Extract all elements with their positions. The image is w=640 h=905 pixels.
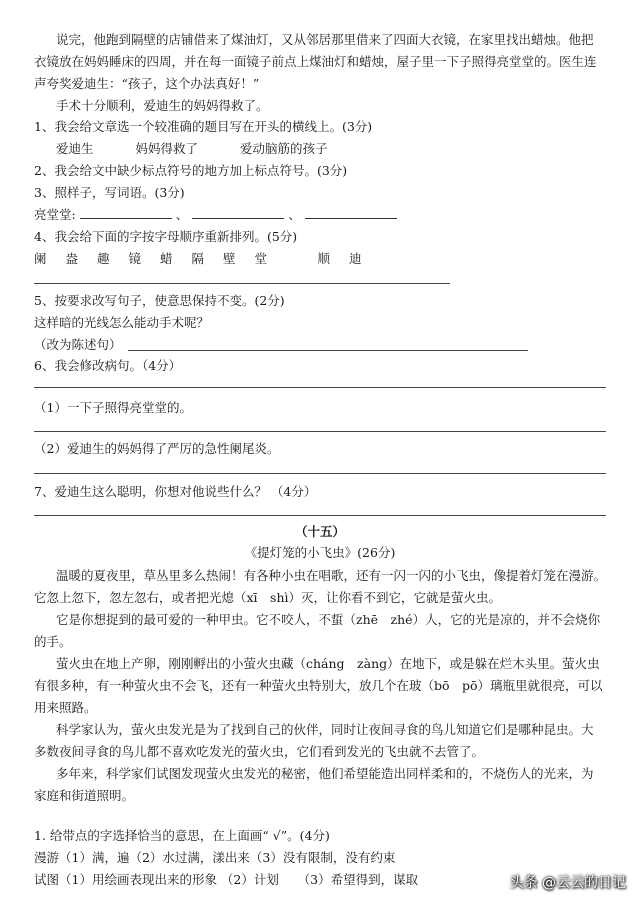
- question-5-instruction: （改为陈述句）: [34, 337, 122, 352]
- s15-p1-l2: 它忽上忽下，忽左忽右，或者把光熄（xī shì）灭，让你看不到它，它就是萤火虫。: [34, 590, 502, 605]
- s15-q1-line-1: 漫游（1）满，遍（2）水过满，漾出来（3）没有限制，没有约束: [34, 850, 396, 865]
- question-7: 7、爱迪生这么聪明，你想对他说些什么？ （4分）: [34, 484, 317, 499]
- char: 盎: [65, 251, 79, 266]
- question-5: 5、按要求改写句子，使意思保持不变。(2分): [34, 293, 285, 308]
- answer-line-q5[interactable]: [128, 350, 528, 351]
- story-para1-line3: 声夸奖爱迪生：“孩子，这个办法真好！”: [34, 76, 260, 91]
- story-para1-line1: 说完，他跑到隔壁的店铺借来了煤油灯，又从邻居那里借来了四面大衣镜，在家里找出蜡烛。他把: [56, 32, 594, 47]
- question-4-chars: [34, 249, 606, 269]
- section-title: 《提灯笼的小飞虫》(26分): [244, 545, 396, 560]
- question-1-options: [56, 139, 606, 159]
- s15-p3-l2: 有很多种，有一种萤火虫不会飞，还有一种萤火虫特别大，放几个在玻（bō pō）璃瓶里就很亮，可以: [34, 678, 603, 693]
- story-para1-line2: 衣镜放在妈妈睡床的四周，并在每一面镜子前点上煤油灯和蜡烛，屋子里一下子照得亮堂堂的。医生连: [34, 54, 597, 69]
- s15-p3-l1: 萤火虫在地上产卵，刚刚孵出的小萤火虫藏（cháng zàng）在地下，或是躲在烂木头里。萤火虫: [56, 656, 600, 671]
- char: 迪: [349, 251, 362, 266]
- s15-p2-l1: 它是你想捉到的最可爱的一种甲虫。它不咬人，不蜇（zhē zhé）人，它的光是凉的，并不会烧你: [56, 612, 601, 627]
- s15-p5-l1: 多年来，科学家们试图发现萤火虫发光的秘密，他们希望能造出同样柔和的，不烧伤人的光来，为: [56, 766, 594, 781]
- s15-p3-l3: 用来照路。: [34, 700, 97, 715]
- answer-line-q7[interactable]: [34, 515, 606, 516]
- question-4: 4、我会给下面的字按字母顺序重新排列。(5分): [34, 229, 298, 244]
- story-para2: 手术十分顺利，爱迪生的妈妈得救了。: [56, 98, 269, 113]
- s15-p5-l2: 家庭和街道照明。: [34, 788, 135, 803]
- question-1: 1、我会给文章选一个较准确的题目写在开头的横线上。(3分): [34, 119, 373, 134]
- char: 阑: [34, 251, 47, 266]
- question-3-answer-row: [34, 205, 606, 225]
- answer-line-q6-c[interactable]: [34, 473, 606, 474]
- s15-p2-l2: 的手。: [34, 634, 72, 649]
- answer-blank-1[interactable]: [80, 205, 172, 219]
- question-6-item-2: （2）爱迪生的妈妈得了严厉的急性阑尾炎。: [34, 441, 280, 456]
- section-number: （十五）: [294, 524, 345, 539]
- s15-q1-line-2: 试图（1）用绘画表现出来的形象 （2）计划 （3）希望得到，谋取: [34, 872, 419, 887]
- answer-blank-2[interactable]: [192, 205, 284, 219]
- q3-example: 亮堂堂:: [34, 207, 76, 222]
- watermark: 头条 @云云的日记: [509, 875, 626, 891]
- s15-p4-l1: 科学家认为，萤火虫发光是为了找到自己的伙伴，同时让夜间寻食的鸟儿知道它们是哪种昆虫。大: [56, 722, 594, 737]
- answer-blank-3[interactable]: [305, 205, 397, 219]
- s15-p4-l2: 多数夜间寻食的鸟儿都不喜欢吃发光的萤火虫，它们看到发光的飞虫就不去管了。: [34, 744, 485, 759]
- answer-line-q6-a[interactable]: [34, 387, 606, 388]
- answer-line-q6-b[interactable]: [34, 431, 606, 432]
- char: 堂: [254, 251, 268, 266]
- char: 壁: [223, 251, 236, 266]
- s15-p1-l1: 温暖的夏夜里，草丛里多么热闹！有各种小虫在唱歌，还有一闪一闪的小飞虫，像提着灯笼在漫游。: [56, 568, 606, 583]
- option-1: 爱迪生: [56, 141, 94, 156]
- question-3: 3、照样子，写词语。(3分): [34, 185, 185, 200]
- question-5-sentence: 这样暗的光线怎么能动手术呢？: [34, 315, 210, 330]
- char: 顺: [317, 251, 331, 266]
- q3-sep-2: 、: [288, 207, 301, 222]
- option-2: 妈妈得救了: [135, 141, 199, 156]
- s15-question-1: 1. 给带点的字选择恰当的意思，在上面画“ √”。(4分): [34, 828, 330, 843]
- question-6: 6、我会修改病句。（4分）: [34, 358, 182, 373]
- char: 趣: [97, 251, 110, 266]
- char: 蜡: [160, 251, 173, 266]
- question-6-item-1: （1）一下子照得亮堂堂的。: [34, 400, 192, 415]
- option-3: 爱动脑筋的孩子: [240, 141, 328, 156]
- question-2: 2、我会给文中缺少标点符号的地方加上标点符号。(3分): [34, 163, 348, 178]
- char: 镜: [128, 251, 142, 266]
- answer-line-q4[interactable]: [34, 283, 450, 284]
- q3-sep-1: 、: [175, 207, 189, 222]
- char: 隔: [191, 251, 205, 266]
